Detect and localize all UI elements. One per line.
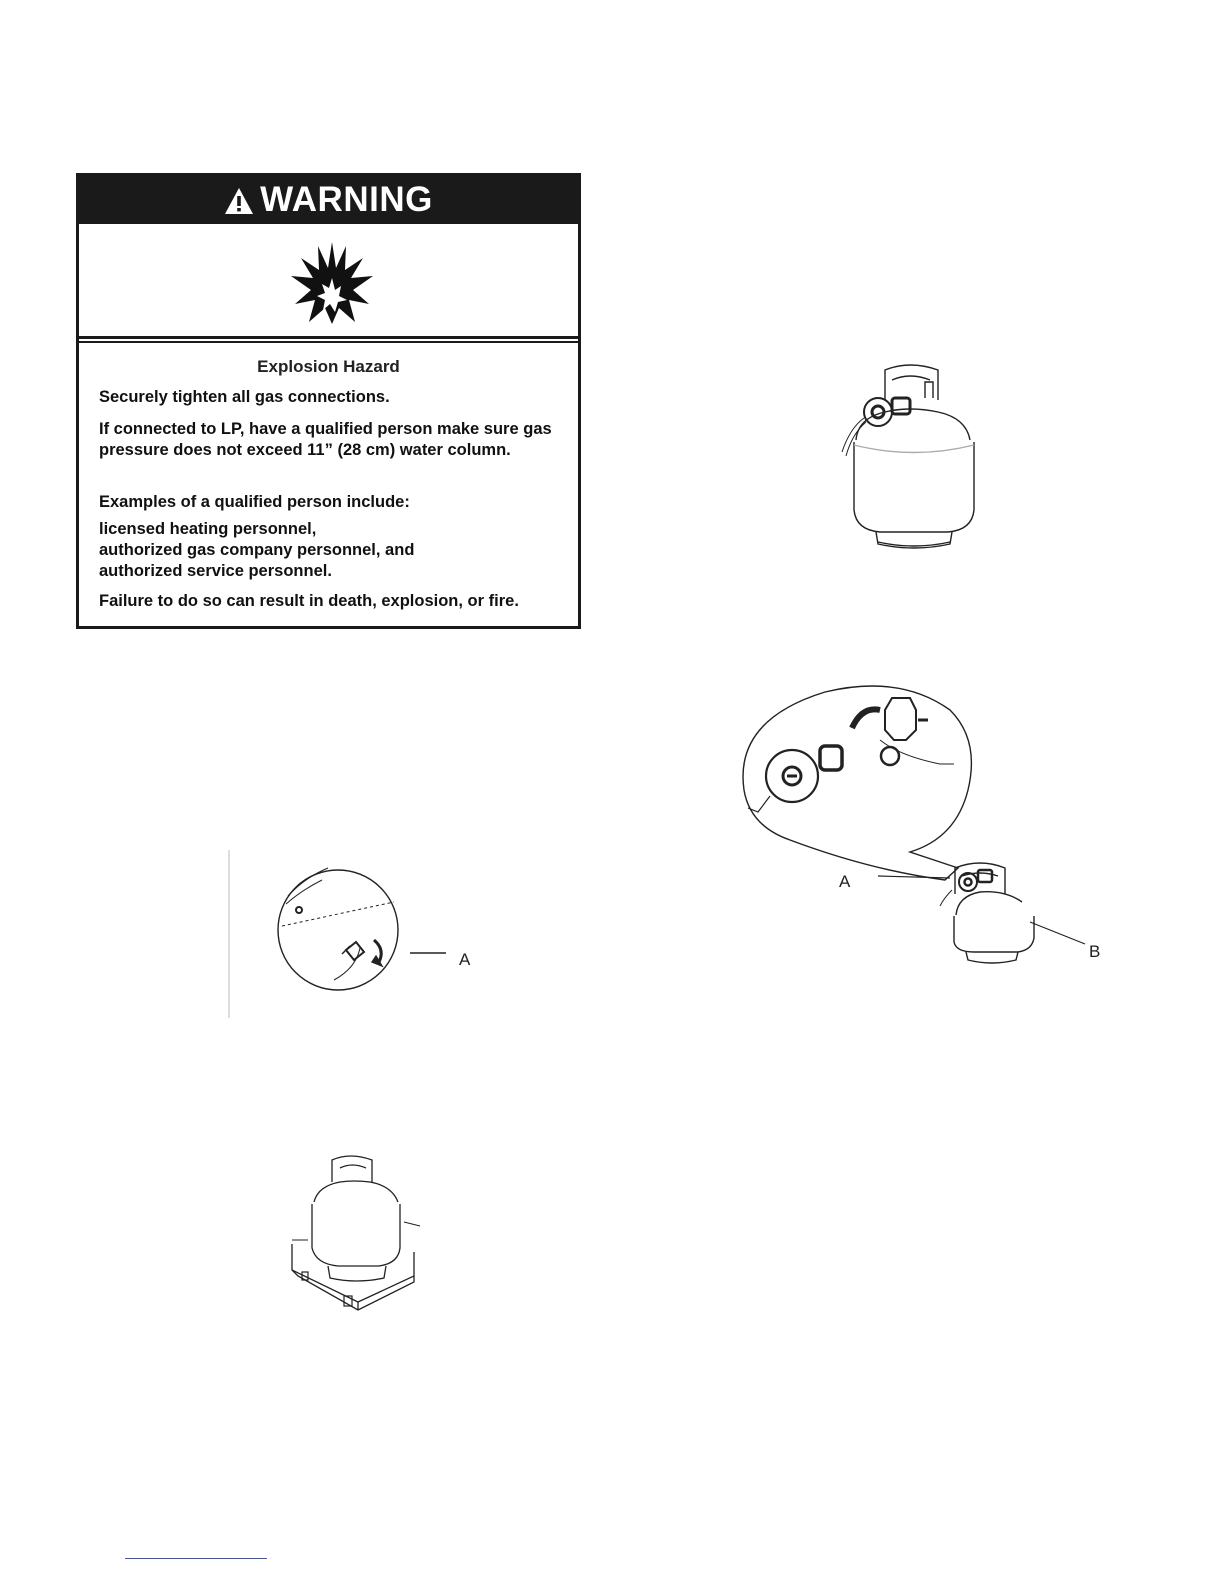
warning-symbol-panel <box>79 224 578 339</box>
warning-header <box>79 176 578 224</box>
warning-line-7: Failure to do so can result in death, explosion, or fire. <box>99 592 519 610</box>
footer-link-underline[interactable] <box>125 1558 267 1559</box>
warning-line-6: authorized service personnel. <box>99 562 332 580</box>
warning-line-1: Securely tighten all gas connections. <box>99 388 390 406</box>
warning-line-5: authorized gas company personnel, and <box>99 541 415 559</box>
warning-triangle-icon <box>224 187 254 215</box>
warning-line-3: Examples of a qualified person include: <box>99 493 410 511</box>
warning-line-4: licensed heating personnel, <box>99 520 317 538</box>
figure-label-b-right: B <box>1089 942 1101 961</box>
hazard-title: Explosion Hazard <box>257 357 400 376</box>
warning-line-2: If connected to LP, have a qualified person make sure gas pressure does not exceed 11” (28 cm) water column. <box>99 420 552 459</box>
warning-title: WARNING <box>260 180 433 219</box>
figure-label-a-left: A <box>459 950 471 969</box>
warning-box <box>76 173 581 629</box>
tank-on-base-figure <box>288 1152 428 1317</box>
figure-label-a-right: A <box>839 872 851 891</box>
warning-body <box>79 341 578 626</box>
valve-closeup-figure <box>226 850 426 1020</box>
tank-with-regulator-figure <box>830 360 990 555</box>
label-a-leader-line <box>410 950 450 956</box>
explosion-icon <box>289 238 375 324</box>
connection-detail-figure <box>730 680 1110 980</box>
